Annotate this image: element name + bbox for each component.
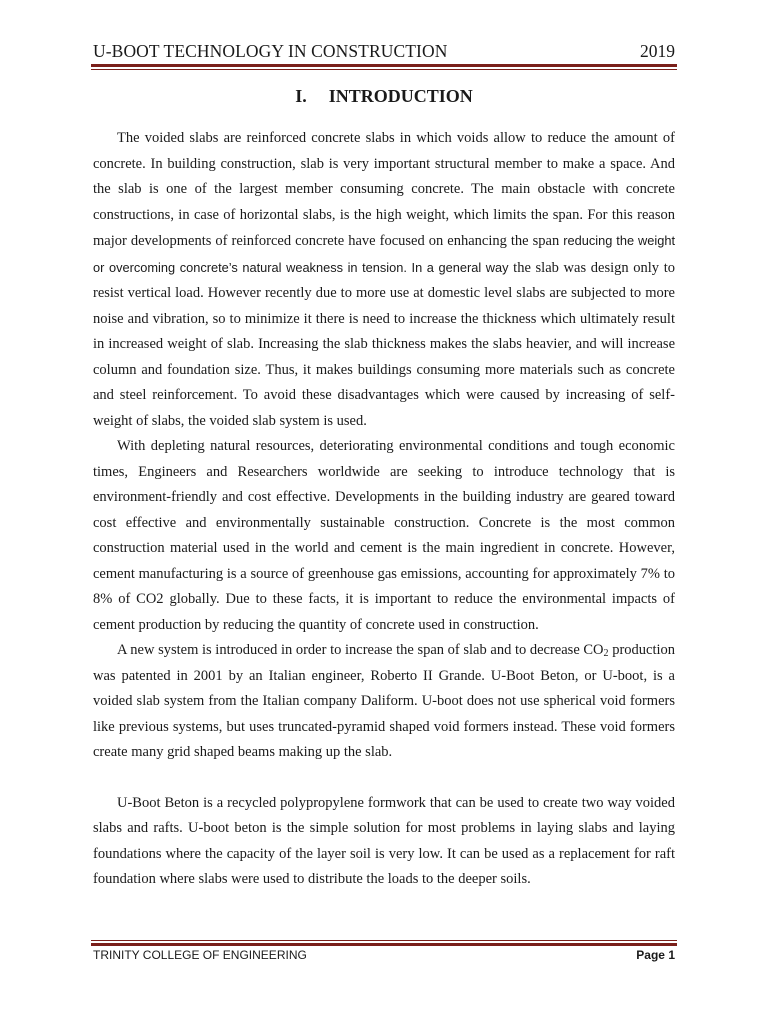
footer-rule-thin: [91, 940, 677, 941]
paragraph-1: [93, 126, 675, 434]
header-title: U-BOOT TECHNOLOGY IN CONSTRUCTION: [93, 41, 448, 61]
paragraph-3-part-a: A new system is introduced in order to increase the span of slab and to decrease CO: [117, 642, 604, 658]
page-footer: [93, 948, 675, 966]
footer-page-number: Page 1: [636, 948, 675, 962]
paragraph-4: U-Boot Beton is a recycled polypropylene formwork that can be used to create two way voided slabs and rafts. U-boot beton is the simple solution for most problems in laying slabs and laying foundations where the capacity of the layer soil is very low. It can be used as a replacement for raft foundation where slabs were used to distribute the loads to the deeper soils.: [93, 794, 675, 887]
header-rule-thin: [91, 69, 677, 70]
section-heading: [0, 86, 768, 107]
header-rule-thick: [91, 64, 677, 67]
paragraph-1-part-c: the slab was design only to resist vertical load. However recently due to more use at domestic level slabs are subjected to more noise and vibration, so to minimize it there is need to increase the thickness which ultimately result in increased weight of slab. Increasing the slab thickness makes the slabs heavier, and will increase column and foundation size. Thus, it makes buildings consuming more materials such as concrete and steel reinforcement. To avoid these disadvantages which were caused by increasing of self-weight of slabs, the voided slab system is used.: [93, 259, 675, 429]
page-header: [93, 41, 675, 63]
body-text: [93, 126, 675, 893]
section-number: I.: [295, 86, 307, 106]
paragraph-1-part-a: The voided slabs are reinforced concrete slabs in which voids allow to reduce the amount of concrete. In building construction, slab is very important structural member to make a space. And the slab is one of the largest member consuming concrete. The main obstacle with concrete constructions, in case of horizontal slabs, is the high weight, which limits the span. For this reason major developments of reinforced concrete have focused on enhancing the span: [93, 130, 675, 249]
paragraph-2: With depleting natural resources, deteriorating environmental conditions and tough economic times, Engineers and Researchers worldwide are seeking to introduce technology that is environment-friendly and cost effective. Developments in the building industry are geared toward cost effective and environmentally sustainable construction. Concrete is the most common construction material used in the world and cement is the main ingredient in concrete. However, cement manufacturing is a source of greenhouse gas emissions, accounting for approximately 7% to 8% of CO2 globally. Due to these facts, it is important to reduce the environmental impacts of cement production by reducing the quantity of concrete used in construction.: [93, 438, 675, 633]
paragraph-3: [93, 638, 675, 766]
header-year: 2019: [640, 41, 675, 61]
footer-college: TRINITY COLLEGE OF ENGINEERING: [93, 948, 307, 962]
co2-subscript: 2: [603, 648, 609, 659]
paragraph-3-part-b: production was patented in 2001 by an Italian engineer, Roberto II Grande. U-Boot Beton, or U-boot, is a voided slab system from the Italian company Daliform. U-boot does not use spherical void formers like previous systems, but uses truncated-pyramid shaped void formers instead. These void formers create many grid shaped beams making up the slab.: [93, 642, 676, 760]
section-title: INTRODUCTION: [328, 86, 473, 106]
paragraph-1-part-b: reducing the weight or overcoming concrete’s natural weakness in tension. In a general way: [93, 233, 676, 275]
footer-rule-thick: [91, 943, 677, 946]
